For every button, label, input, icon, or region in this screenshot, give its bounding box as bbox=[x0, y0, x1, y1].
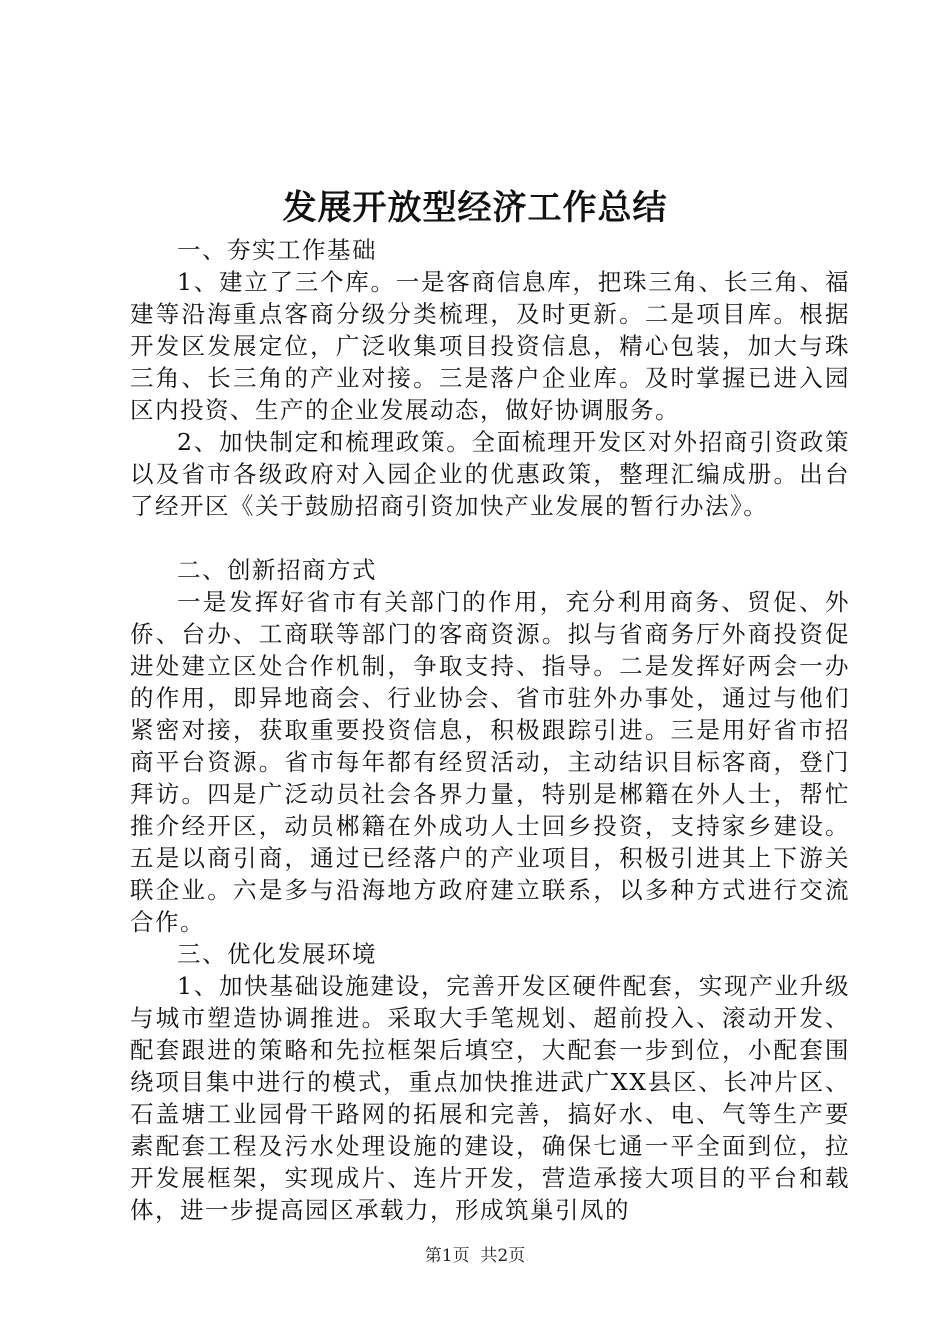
paragraph-gap bbox=[130, 522, 850, 554]
document-title: 发展开放型经济工作总结 bbox=[282, 188, 668, 228]
paragraph-3-1: 1、加快基础设施建设，完善开发区硬件配套，实现产业升级与城市塑造协调推进。采取大手笔规划、超前投入、滚动开发、配套跟进的策略和先拉框架后填空，大配套一步到位，小配套围绕项目集中进行的模式，重点加快推进武广XX县区、长冲片区、石盖塘工业园骨干路网的拓展和完善，搞好水、电、气等生产要素配套工程及污水处理设施的建设，确保七通一平全面到位，拉开发展框架，实现成片、连片开发，营造承接大项目的平台和载体，进一步提高园区承载力，形成筑巢引凤的 bbox=[130, 972, 850, 1224]
page-number: 第1页 共2页 bbox=[424, 1246, 526, 1266]
section-heading-1: 一、夯实工作基础 bbox=[177, 236, 377, 264]
paragraph-1-1: 1、建立了三个库。一是客商信息库，把珠三角、长三角、福建等沿海重点客商分级分类梳理，及时更新。二是项目库。根据开发区发展定位，广泛收集项目投资信息，精心包装，加大与珠三角、长三角的产业对接。三是落户企业库。及时掌握已进入园区内投资、生产的企业发展动态，做好协调服务。 bbox=[130, 268, 850, 424]
paragraph-1-2: 2、加快制定和梳理政策。全面梳理开发区对外招商引资政策以及省市各级政府对入园企业的优惠政策，整理汇编成册。出台了经开区《关于鼓励招商引资加快产业发展的暂行办法》。 bbox=[130, 428, 850, 520]
section-heading-2: 二、创新招商方式 bbox=[177, 556, 377, 584]
section-heading-3: 三、优化发展环境 bbox=[177, 940, 377, 968]
document-body bbox=[130, 234, 850, 1226]
page-footer bbox=[0, 1244, 950, 1268]
paragraph-2-1: 一是发挥好省市有关部门的作用，充分利用商务、贸促、外侨、台办、工商联等部门的客商资源。拟与省商务厅外商投资促进处建立区处合作机制，争取支持、指导。二是发挥好两会一办的作用，即异地商会、行业协会、省市驻外办事处，通过与他们紧密对接，获取重要投资信息，积极跟踪引进。三是用好省市招商平台资源。省市每年都有经贸活动，主动结识目标客商，登门拜访。四是广泛动员社会各界力量，特别是郴籍在外人士，帮忙推介经开区，动员郴籍在外成功人士回乡投资，支持家乡建设。五是以商引商，通过已经落户的产业项目，积极引进其上下游关联企业。六是多与沿海地方政府建立联系，以多种方式进行交流合作。 bbox=[130, 588, 850, 936]
